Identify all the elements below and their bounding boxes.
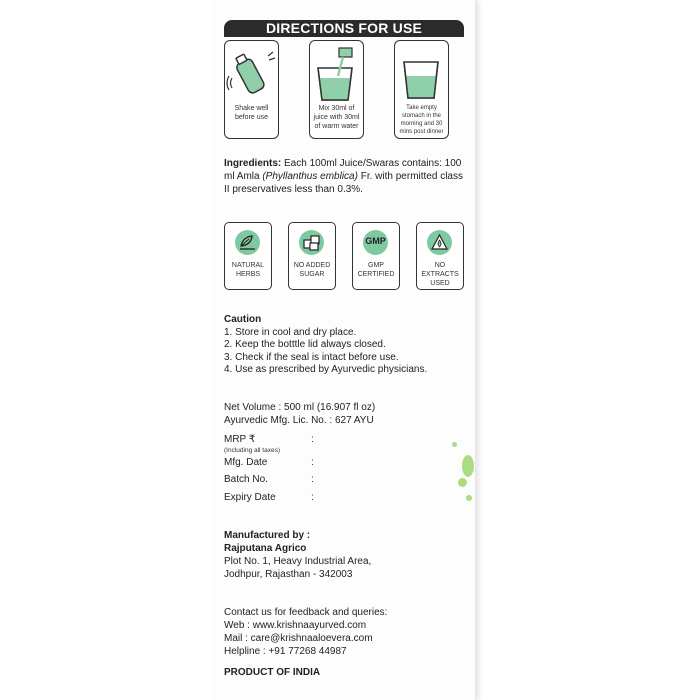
shake-bottle-icon <box>225 46 277 104</box>
colon: : <box>311 492 314 503</box>
empty-glass-icon <box>395 46 447 104</box>
contact-section <box>224 606 474 658</box>
gmp-icon-text: GMP <box>365 236 386 246</box>
caution-item: 2. Keep the botttle lid always closed. <box>224 339 386 350</box>
directions-header: DIRECTIONS FOR USE <box>224 20 464 37</box>
contact-web: Web : www.krishnaayurved.com <box>224 620 367 631</box>
caution-item: 3. Check if the seal is intact before use. <box>224 351 399 363</box>
step-shake <box>224 40 279 139</box>
step-text: Take empty stomach in the morning and 30 mins post dinner <box>399 105 444 135</box>
no-extracts-icon <box>427 230 452 255</box>
gmp-icon <box>363 230 388 255</box>
mrp-row <box>224 434 314 445</box>
step-empty-stomach <box>394 40 449 139</box>
mfg-license: Ayurvedic Mfg. Lic. No. : 627 AYU <box>224 415 374 426</box>
mfg-date-row <box>224 457 314 468</box>
contact-mail: Mail : care@krishnaaloevera.com <box>224 633 373 644</box>
mrp-label: MRP ₹ <box>224 434 256 445</box>
product-origin: PRODUCT OF INDIA <box>224 667 321 678</box>
badge-no-extracts <box>416 222 464 290</box>
caution-item: 4. Use as prescribed by Ayurvedic physicians. <box>224 364 428 375</box>
ingredients-label: Ingredients: <box>224 158 282 169</box>
badge-label: NO EXTRACTS USED <box>421 262 459 287</box>
caution-section <box>224 314 474 377</box>
net-volume: Net Volume : 500 ml (16.907 fl oz) <box>224 402 376 413</box>
product-label-panel <box>213 0 476 700</box>
badge-label: NO ADDED SUGAR <box>293 262 331 278</box>
batch-no-label: Batch No. <box>224 474 268 485</box>
badge-natural-herbs <box>224 222 272 290</box>
mrp-tax-note: (Including all taxes) <box>224 447 280 454</box>
mfg-date-label: Mfg. Date <box>224 457 268 468</box>
step-text: Shake well before use <box>234 105 269 121</box>
manufacturer-section <box>224 529 474 581</box>
colon: : <box>311 474 314 485</box>
batch-no-row <box>224 474 314 485</box>
step-text: Mix 30ml of juice with 30ml of warm water <box>313 105 360 130</box>
badge-label: GMP CERTIFIED <box>357 262 395 278</box>
no-added-sugar-icon <box>299 230 324 255</box>
ingredients-part-2: Fr. with permitted class II preservatives less than 0.3%. <box>224 171 463 195</box>
expiry-date-label: Expiry Date <box>224 492 276 503</box>
ingredients-part-1: Each 100ml Juice/Swaras contains: 100 ml Amla <box>224 158 462 182</box>
botanical-name: (Phyllanthus emblica) <box>262 171 358 182</box>
badge-no-added-sugar <box>288 222 336 290</box>
expiry-date-row <box>224 492 314 503</box>
manufacturer-address-2: Jodhpur, Rajasthan - 342003 <box>224 569 353 580</box>
badge-label: NATURAL HERBS <box>231 262 265 278</box>
contact-helpline: Helpline : +91 77268 44987 <box>224 646 347 657</box>
pour-into-glass-icon <box>310 46 362 104</box>
manufacturer-title: Manufactured by : <box>224 530 311 541</box>
ingredients-text <box>224 157 469 196</box>
net-volume-section <box>224 401 474 427</box>
colon: : <box>311 434 314 445</box>
natural-herbs-icon <box>235 230 260 255</box>
badge-gmp-certified <box>352 222 400 290</box>
step-mix <box>309 40 364 139</box>
colon: : <box>311 457 314 468</box>
caution-title: Caution <box>224 314 262 325</box>
manufacturer-address-1: Plot No. 1, Heavy Industrial Area, <box>224 556 372 567</box>
caution-item: 1. Store in cool and dry place. <box>224 326 357 338</box>
manufacturer-name: Rajputana Agrico <box>224 543 307 554</box>
contact-title: Contact us for feedback and queries: <box>224 607 388 618</box>
